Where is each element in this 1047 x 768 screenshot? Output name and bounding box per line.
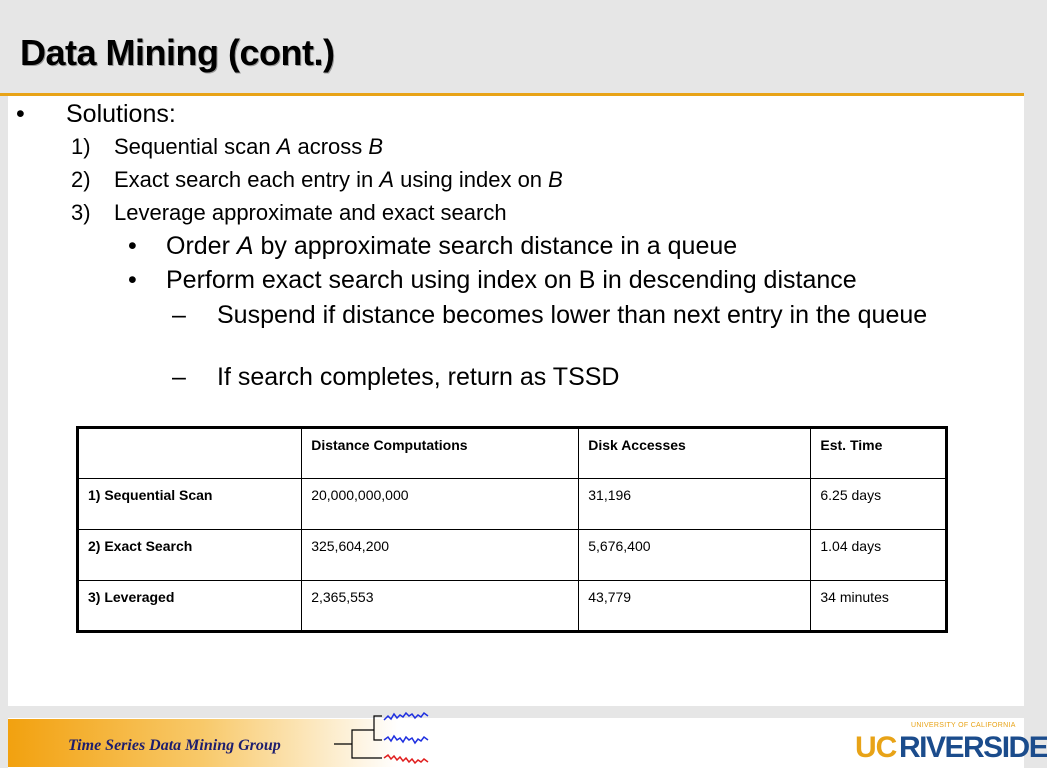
table-cell: 2,365,553	[302, 581, 579, 632]
bullet-text: Perform exact search using index on B in descending distance	[166, 266, 857, 294]
time-series-logo-graphic	[334, 710, 444, 766]
row-label: 3) Leveraged	[78, 581, 302, 632]
item-text: Leverage approximate and exact search	[114, 200, 507, 225]
bullet-text: Order A by approximate search distance in a queue	[166, 232, 738, 260]
table-header-row	[78, 428, 947, 479]
bullet-marker: •	[16, 100, 25, 128]
slide-title: Data Mining (cont.)	[20, 32, 335, 73]
dash-text: Suspend if distance becomes lower than next entry in the queue	[217, 301, 928, 329]
bullet-marker: •	[128, 266, 137, 294]
table-cell: 20,000,000,000	[302, 479, 579, 530]
table-row	[78, 581, 947, 632]
slide-footer	[8, 718, 1047, 768]
table-cell: 6.25 days	[811, 479, 947, 530]
logo-uc-text: UC	[855, 731, 897, 764]
item-number: 2)	[71, 167, 91, 192]
slide-content	[8, 96, 1024, 706]
item-text: Sequential scan A across B	[114, 134, 384, 159]
row-label: 1) Sequential Scan	[78, 479, 302, 530]
logo-university-text: UNIVERSITY OF CALIFORNIA	[911, 722, 1016, 729]
dash-marker: –	[172, 301, 186, 329]
table-cell: 1.04 days	[811, 530, 947, 581]
uc-riverside-logo	[855, 722, 1047, 764]
table-row	[78, 530, 947, 581]
comparison-table	[76, 426, 948, 633]
header-cell: Distance Computations	[302, 428, 579, 479]
header-cell	[78, 428, 302, 479]
item-text: Exact search each entry in A using index on B	[114, 167, 563, 192]
bullet-text: Solutions:	[66, 100, 176, 128]
table-cell: 31,196	[579, 479, 811, 530]
item-number: 3)	[71, 200, 91, 225]
row-label: 2) Exact Search	[78, 530, 302, 581]
table-cell: 5,676,400	[579, 530, 811, 581]
table-cell: 325,604,200	[302, 530, 579, 581]
dash-marker: –	[172, 363, 186, 391]
logo-riverside-text: RIVERSIDE	[899, 731, 1047, 764]
group-name: Time Series Data Mining Group	[68, 737, 281, 754]
table-row	[78, 479, 947, 530]
dash-text: If search completes, return as TSSD	[217, 363, 620, 391]
title-area	[0, 0, 1024, 95]
item-number: 1)	[71, 134, 91, 159]
header-cell: Est. Time	[811, 428, 947, 479]
table-cell: 43,779	[579, 581, 811, 632]
header-cell: Disk Accesses	[579, 428, 811, 479]
bullet-marker: •	[128, 232, 137, 260]
table-cell: 34 minutes	[811, 581, 947, 632]
